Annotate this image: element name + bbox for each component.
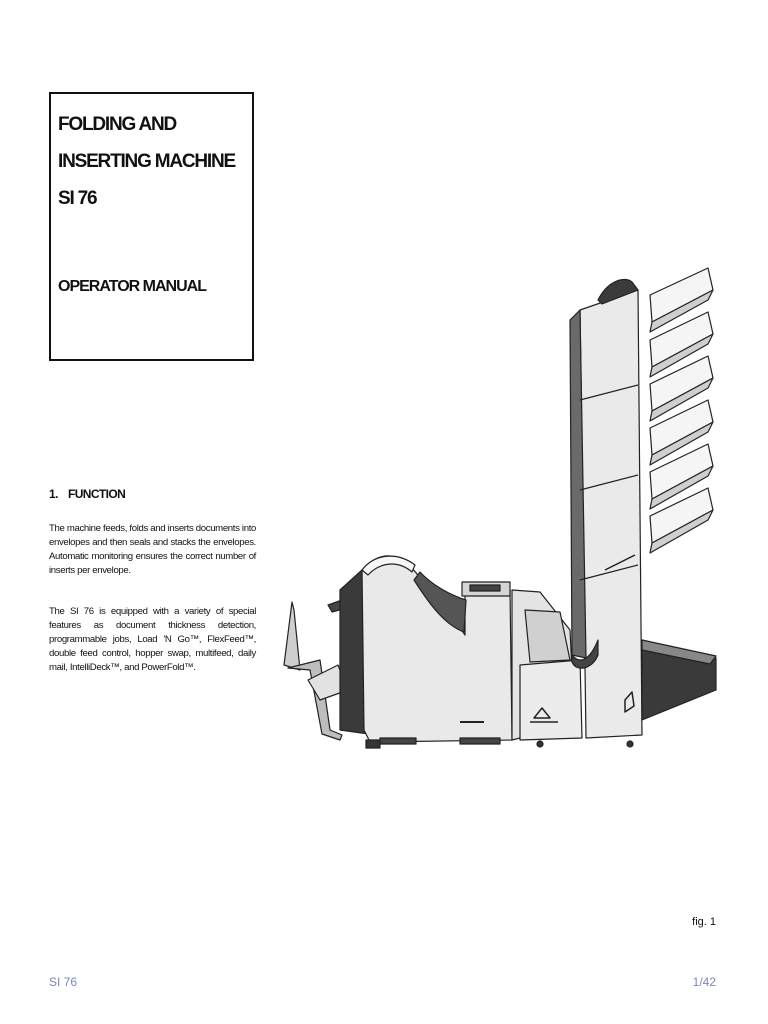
feeder-trays: [650, 268, 713, 553]
function-paragraph-2: The SI 76 is equipped with a variety of special features as document thickness detection, programmable jobs, Load 'N Go™, FlexFeed™, double feed control, hopper swap, multifeed, daily mail, IntelliDeck™, and PowerFold™.: [49, 606, 256, 673]
envelope-stacker: [642, 640, 716, 720]
section-title: FUNCTION: [68, 487, 126, 501]
function-paragraph-1: The machine feeds, folds and inserts documents into envelopes and then seals and stacks the envelopes. Automatic monitoring ensures the correct number of inserts per envelope.: [49, 523, 256, 576]
left-module: [362, 556, 512, 748]
manual-subtitle: OPERATOR MANUAL: [58, 278, 206, 295]
machine-illustration: [280, 260, 720, 760]
title-box: [49, 92, 254, 361]
title-line-1: FOLDING AND: [58, 114, 177, 135]
footer-model: SI 76: [49, 975, 78, 989]
figure-label: fig. 1: [692, 916, 716, 928]
section-heading: [49, 487, 125, 501]
section-number: 1.: [49, 487, 58, 501]
title-line-3: SI 76: [58, 188, 97, 209]
title-line-2: INSERTING MACHINE: [58, 151, 235, 172]
footer-page-number: 1/42: [692, 975, 716, 989]
